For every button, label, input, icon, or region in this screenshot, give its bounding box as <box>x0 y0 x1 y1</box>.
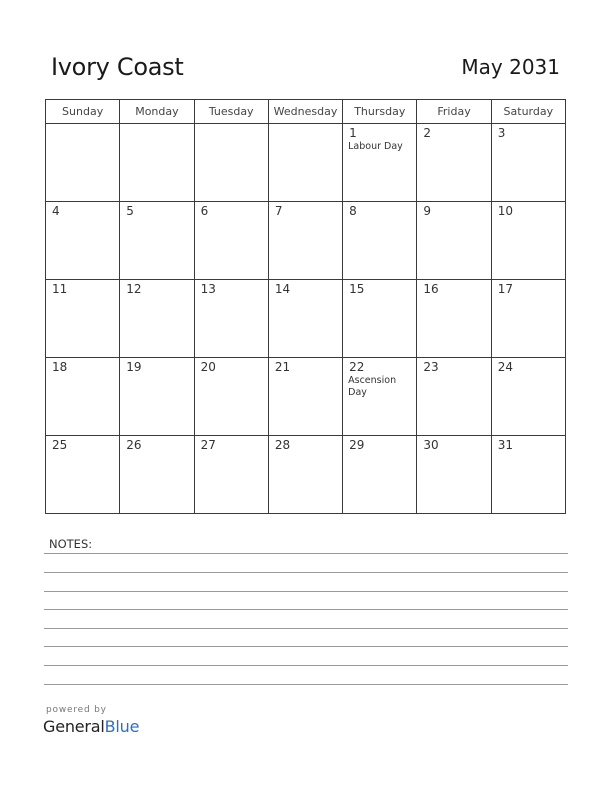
day-cell <box>268 202 342 280</box>
holiday-label <box>343 452 416 453</box>
day-cell <box>194 436 268 514</box>
day-number: 10 <box>497 204 513 218</box>
holiday-label <box>46 126 119 127</box>
holiday-label <box>492 374 565 375</box>
day-number: 31 <box>497 438 513 452</box>
day-cell <box>343 124 417 202</box>
day-number: 20 <box>200 360 216 374</box>
note-line <box>44 591 568 592</box>
day-cell <box>194 280 268 358</box>
day-number: 3 <box>497 126 506 140</box>
day-cell <box>120 202 194 280</box>
holiday-label <box>195 218 268 219</box>
day-cell <box>343 358 417 436</box>
week-row <box>46 436 566 514</box>
day-number: 16 <box>423 282 439 296</box>
note-line <box>44 646 568 647</box>
day-number: 28 <box>274 438 291 452</box>
day-cell <box>491 358 565 436</box>
day-cell <box>194 124 268 202</box>
holiday-label <box>343 218 416 219</box>
day-number: 1 <box>349 126 357 140</box>
day-number: 4 <box>52 204 60 218</box>
day-number: 7 <box>274 204 283 218</box>
weekday-header: Tuesday <box>194 100 268 124</box>
holiday-label <box>120 452 193 453</box>
brand-name-part1: General <box>43 717 105 736</box>
holiday-label: Ascension Day <box>348 375 397 398</box>
day-number: 8 <box>349 204 357 218</box>
day-number: 23 <box>423 360 439 374</box>
week-row <box>46 124 566 202</box>
day-cell <box>491 436 565 514</box>
day-cell <box>120 436 194 514</box>
day-cell <box>46 436 120 514</box>
day-number: 26 <box>126 438 142 452</box>
weekday-header: Saturday <box>491 100 565 124</box>
note-line <box>44 609 568 610</box>
day-cell <box>120 280 194 358</box>
holiday-label <box>492 140 565 141</box>
holiday-label <box>492 452 565 453</box>
holiday-label <box>417 140 490 141</box>
day-number: 21 <box>274 360 291 374</box>
holiday-label <box>195 374 268 375</box>
day-number: 17 <box>497 282 513 296</box>
day-number: 30 <box>423 438 439 452</box>
day-number: 2 <box>423 126 432 140</box>
note-line <box>44 572 568 573</box>
weekday-header: Wednesday <box>268 100 342 124</box>
day-number: 29 <box>349 438 365 452</box>
day-cell <box>491 202 565 280</box>
holiday-label <box>417 374 490 375</box>
month-calendar-grid <box>45 99 566 514</box>
holiday-label <box>120 218 193 219</box>
brand-name-part2: Blue <box>104 717 140 736</box>
day-cell <box>343 436 417 514</box>
day-number: 14 <box>274 282 291 296</box>
day-cell <box>194 358 268 436</box>
weekday-header: Thursday <box>343 100 417 124</box>
day-number: 9 <box>423 204 432 218</box>
day-number: 27 <box>200 438 216 452</box>
note-line <box>44 628 568 629</box>
weekday-header: Sunday <box>46 100 120 124</box>
day-number: 19 <box>126 360 142 374</box>
holiday-label <box>269 126 342 127</box>
holiday-label <box>46 218 119 219</box>
week-row <box>46 280 566 358</box>
generalblue-logo <box>43 717 139 736</box>
weekday-header: Friday <box>417 100 491 124</box>
notes-label: NOTES: <box>49 537 93 551</box>
day-cell <box>417 436 491 514</box>
holiday-label <box>46 296 119 297</box>
day-number: 24 <box>497 360 513 374</box>
day-cell <box>343 280 417 358</box>
holiday-label <box>195 296 268 297</box>
calendar-country-title: Ivory Coast <box>51 53 184 81</box>
powered-by-text: powered by <box>46 705 107 715</box>
holiday-label <box>46 452 119 453</box>
holiday-label <box>195 452 268 453</box>
note-line <box>44 665 568 666</box>
holiday-label <box>120 296 193 297</box>
day-cell <box>46 358 120 436</box>
week-row <box>46 358 566 436</box>
day-cell <box>46 280 120 358</box>
holiday-label <box>269 296 342 297</box>
day-cell <box>120 358 194 436</box>
holiday-label <box>417 218 490 219</box>
weekday-header: Monday <box>120 100 194 124</box>
holiday-label <box>269 374 342 375</box>
week-row <box>46 202 566 280</box>
calendar-month-title: May 2031 <box>461 55 560 79</box>
day-number: 13 <box>200 282 216 296</box>
day-number: 5 <box>126 204 134 218</box>
day-cell <box>417 358 491 436</box>
day-number: 18 <box>52 360 68 374</box>
day-number: 15 <box>349 282 365 296</box>
day-cell <box>120 124 194 202</box>
day-number: 11 <box>52 282 68 296</box>
holiday-label <box>417 296 490 297</box>
day-cell <box>417 202 491 280</box>
day-cell <box>46 202 120 280</box>
day-cell <box>268 280 342 358</box>
holiday-label <box>269 452 342 453</box>
holiday-label <box>195 126 268 127</box>
holiday-label <box>343 296 416 297</box>
day-cell <box>343 202 417 280</box>
day-cell <box>268 358 342 436</box>
day-cell <box>268 124 342 202</box>
holiday-label <box>269 218 342 219</box>
holiday-label <box>46 374 119 375</box>
holiday-label <box>120 374 193 375</box>
day-cell <box>46 124 120 202</box>
note-line <box>44 553 568 554</box>
day-cell <box>194 202 268 280</box>
day-number: 6 <box>200 204 209 218</box>
day-cell <box>491 280 565 358</box>
day-cell <box>268 436 342 514</box>
day-cell <box>417 124 491 202</box>
holiday-label <box>120 126 193 127</box>
day-number: 22 <box>349 360 365 374</box>
day-cell <box>491 124 565 202</box>
day-number: 12 <box>126 282 142 296</box>
note-line <box>44 684 568 685</box>
day-cell <box>417 280 491 358</box>
day-number: 25 <box>52 438 68 452</box>
holiday-label: Labour Day <box>348 141 403 152</box>
holiday-label <box>492 218 565 219</box>
holiday-label <box>492 296 565 297</box>
weekday-header-row <box>46 100 566 124</box>
holiday-label <box>417 452 490 453</box>
